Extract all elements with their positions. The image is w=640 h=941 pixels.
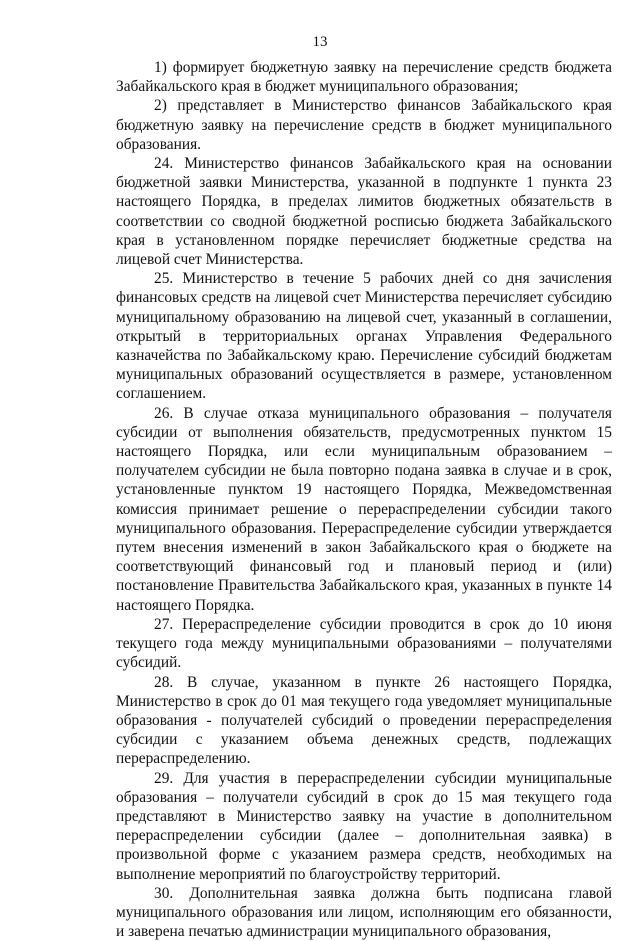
paragraph-item-24: 24. Министерство финансов Забайкальского края на основании бюджетной заявки Министерства, указанной в подпункте 1 пункта 23 настоящего Порядка, в пределах лимитов бюджетных обязательств в соответствии со сводной бюджетной росписью бюджета Забайкальского края в установленном порядке перечисляет бюджетные средства на лицевой счет Министерства. xyxy=(116,155,612,269)
paragraph-subitem-1: 1) формирует бюджетную заявку на перечисление средств бюджета Забайкальского края в бюджет муниципального образования; xyxy=(116,59,612,96)
paragraph-subitem-2: 2) представляет в Министерство финансов Забайкальского края бюджетную заявку на перечисление средств в бюджет муниципального образования. xyxy=(116,97,612,153)
paragraph-item-30: 30. Дополнительная заявка должна быть подписана главой муниципального образования или лицом, исполняющим его обязанности, и заверена печатью администрации муниципального образования, xyxy=(116,884,612,941)
page-number: 13 xyxy=(312,34,328,50)
paragraph-item-25: 25. Министерство в течение 5 рабочих дней со дня зачисления финансовых средств на лицевой счет Министерства перечисляет субсидию муниципальному образованию на лицевой счет, указанный в соглашении, открытый в территориальных органах Управления Федерального казначейства по Забайкальскому краю. Перечисление субсидий бюджетам муниципальных образований осуществляется в размере, установленном соглашением. xyxy=(116,270,612,403)
paragraph-item-28: 28. В случае, указанном в пункте 26 настоящего Порядка, Министерство в срок до 01 мая текущего года уведомляет муниципальные образования - получателей субсидий о проведении перераспределения субсидии с указанием объема денежных средств, подлежащих перераспределению. xyxy=(116,673,612,768)
paragraph-item-27: 27. Перераспределение субсидии проводится в срок до 10 июня текущего года между муниципальными образованиями – получателями субсидий. xyxy=(116,615,612,672)
document-body xyxy=(116,58,612,941)
paragraph-item-26: 26. В случае отказа муниципального образования – получателя субсидии от выполнения обязательств, предусмотренных пунктом 15 настоящего Порядка, или если муниципальным образованием – получателем субсидии не была повторно подана заявка в случае и в срок, установленные пунктом 19 настоящего Порядка, Межведомственная комиссия принимает решение о перераспределении субсидии такого муниципального образования. Перераспределение субсидии утверждается путем внесения изменений в закон Забайкальского края о бюджете на соответствующий финансовый год и плановый период и (или) постановление Правительства Забайкальского края, указанных в пункте 14 настоящего Порядка. xyxy=(116,404,612,614)
paragraph-item-29: 29. Для участия в перераспределении субсидии муниципальные образования – получатели субсидий в срок до 15 мая текущего года представляют в Министерство заявку на участие в дополнительном перераспределении субсидии (далее – дополнительная заявка) в произвольной форме с указанием размера средств, необходимых на выполнение мероприятий по благоустройству территорий. xyxy=(116,769,612,883)
